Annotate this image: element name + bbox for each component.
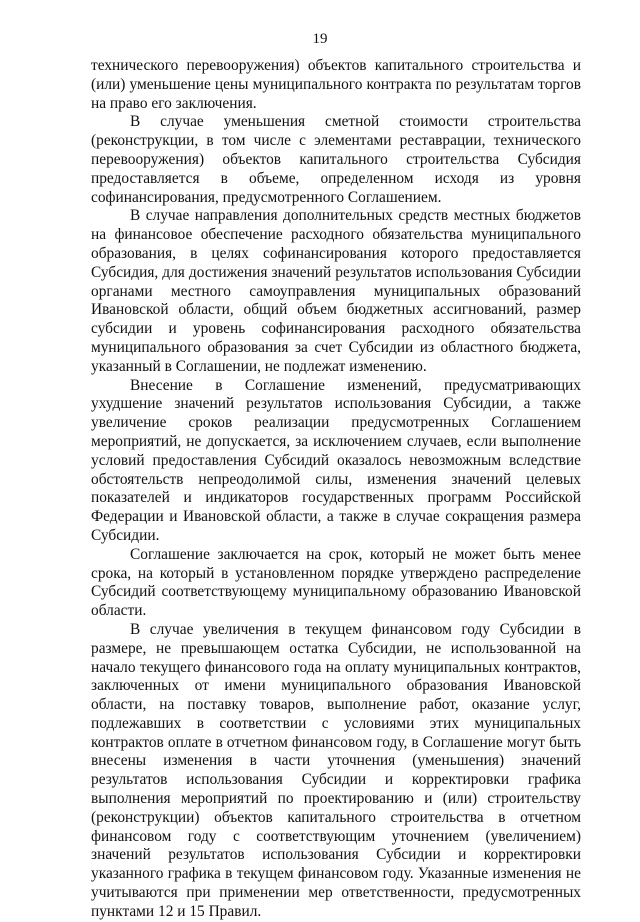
- paragraph: В случае увеличения в текущем финансовом году Субсидии в размере, не превышающем остатка Субсидии, не использованной на начало текущего финансового года на оплату муниципальных контрактов, заключенных от имени муниципального образования Ивановской области, на поставку товаров, выполнение работ, оказание услуг, подлежавших в соответствии с условиями этих муниципальных контрактов оплате в отчетном финансовом году, в Соглашение могут быть внесены изменения в части уточнения (уменьшения) значений результатов использования Субсидии и корректировки графика выполнения мероприятий по проектированию и (или) строительству (реконструкции) объектов капитального строительства в отчетном финансовом году с соответствующим уточнением (увеличением) значений результатов использования Субсидии и корректировки указанного графика в текущем финансовом году. Указанные изменения не учитываются при применении мер ответственности, предусмотренных пунктами 12 и 15 Правил.: [91, 620, 581, 920]
- paragraph: В случае уменьшения сметной стоимости строительства (реконструкции, в том числе с элементами реставрации, технического перевооружения) объектов капитального строительства Субсидия предоставляется в объеме, определенном исходя из уровня софинансирования, предусмотренного Соглашением.: [91, 113, 581, 206]
- paragraph-continuation: технического перевооружения) объектов капитального строительства и (или) уменьшение цены муниципального контракта по результатам торгов на право его заключения.: [91, 57, 581, 112]
- page-number: 19: [312, 31, 328, 47]
- document-body: [91, 57, 581, 922]
- paragraph: Внесение в Соглашение изменений, предусматривающих ухудшение значений результатов использования Субсидии, а также увеличение сроков реализации предусмотренных Соглашением мероприятий, не допускается, за исключением случаев, если выполнение условий предоставления Субсидий оказалось невозможным вследствие обстоятельств непреодолимой силы, изменения значений целевых показателей и индикаторов государственных программ Российской Федерации и Ивановской области, а также в случае сокращения размера Субсидии.: [91, 376, 581, 544]
- paragraph: В случае направления дополнительных средств местных бюджетов на финансовое обеспечение расходного обязательства муниципального образования, в целях софинансирования которого предоставляется Субсидия, для достижения значений результатов использования Субсидии органами местного самоуправления муниципальных образований Ивановской области, общий объем бюджетных ассигнований, размер субсидии и уровень софинансирования расходного обязательства муниципального образования за счет Субсидии из областного бюджета, указанный в Соглашении, не подлежат изменению.: [91, 207, 581, 375]
- paragraph: Соглашение заключается на срок, который не может быть менее срока, на который в установленном порядке утверждено распределение Субсидий соответствующему муниципальному образованию Ивановской области.: [91, 545, 581, 620]
